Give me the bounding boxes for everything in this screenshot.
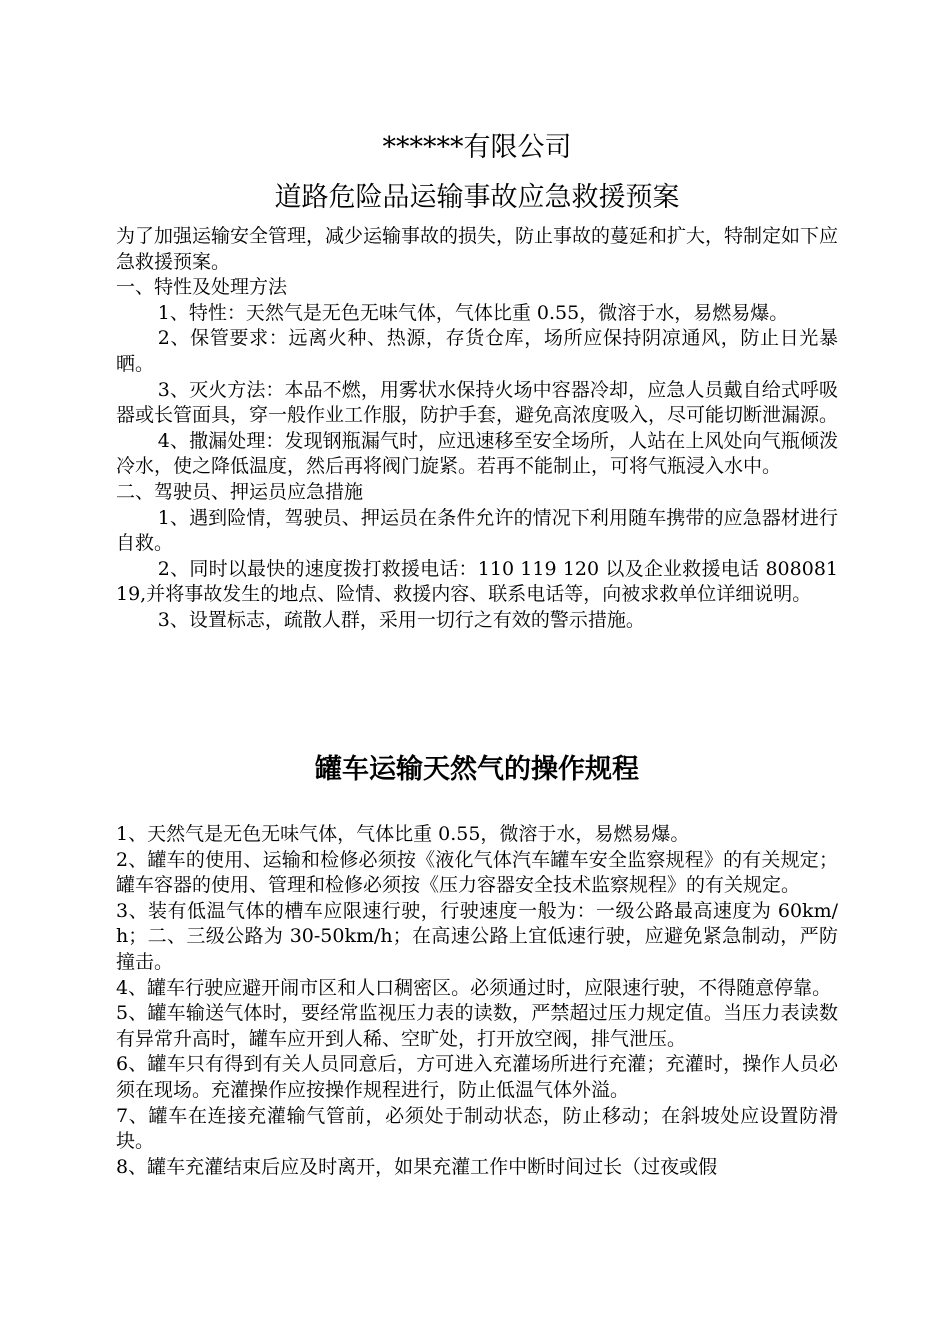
rule-item: 1、天然气是无色无味气体，气体比重 0.55，微溶于水，易燃易爆。 bbox=[116, 823, 690, 845]
part2-item: 1、遇到险情，驾驶员、押运员在条件允许的情况下利用随车携带的应急器材进行自救。 bbox=[116, 506, 838, 555]
part1-item: 3、灭火方法：本品不燃，用雾状水保持火场中容器冷却，应急人员戴自给式呼吸器或长管面具，穿一般作业工作服，防护手套，避免高浓度吸入，尽可能切断泄漏源。 bbox=[116, 378, 839, 427]
intro-paragraph: 为了加强运输安全管理，减少运输事故的损失，防止事故的蔓延和扩大，特制定如下应急救援预案。 bbox=[116, 225, 839, 273]
part1-item: 2、保管要求：远离火种、热源，存货仓库，场所应保持阴凉通风，防止日光暴晒。 bbox=[116, 327, 838, 375]
part1-item: 1、特性：天然气是无色无味气体，气体比重 0.55，微溶于水，易燃易爆。 bbox=[157, 301, 789, 324]
part2-item: 2、同时以最快的速度拨打救援电话：110 119 120 以及企业救援电话 80808119,并将事故发生的地点、险情、救援内容、联系电话等，向被求救单位详细说明。 bbox=[116, 557, 838, 606]
document-title: 道路危险品运输事故应急救援预案 bbox=[274, 182, 680, 213]
rule-item: 4、罐车行驶应避开闹市区和人口稠密区。必须通过时，应限速行驶，不得随意停靠。 bbox=[116, 976, 832, 999]
operating-rules-title: 罐车运输天然气的操作规程 bbox=[315, 754, 639, 785]
part2-item: 3、设置标志，疏散人群，采用一切行之有效的警示措施。 bbox=[157, 608, 645, 631]
rule-item: 8、罐车充灌结束后应及时离开，如果充灌工作中断时间过长（过夜或假 bbox=[116, 1155, 718, 1178]
part2-heading: 二、驾驶员、押运员应急措施 bbox=[116, 480, 364, 503]
operating-rules-section bbox=[116, 822, 838, 1180]
rule-item: 6、罐车只有得到有关人员同意后，方可进入充灌场所进行充灌；充灌时，操作人员必须在现场。充灌操作应按操作规程进行，防止低温气体外溢。 bbox=[116, 1053, 838, 1101]
part1-item: 4、撒漏处理：发现钢瓶漏气时，应迅速移至安全场所，人站在上风处向气瓶倾泼冷水，使之降低温度，然后再将阀门旋紧。若再不能制止，可将气瓶浸入水中。 bbox=[116, 429, 838, 478]
rule-item: 2、罐车的使用、运输和检修必须按《液化气体汽车罐车安全监察规程》的有关规定；罐车容器的使用、管理和检修必须按《压力容器安全技术监察规程》的有关规定。 bbox=[116, 848, 838, 897]
emergency-plan-section bbox=[116, 224, 838, 634]
rule-item: 7、罐车在连接充灌输气管前，必须处于制动状态，防止移动；在斜坡处应设置防滑块。 bbox=[116, 1104, 838, 1153]
rule-item: 5、罐车输送气体时，要经常监视压力表的读数，严禁超过压力规定值。当压力表读数有异常升高时，罐车应开到人稀、空旷处，打开放空阀，排气泄压。 bbox=[116, 1002, 838, 1050]
rule-item: 3、装有低温气体的槽车应限速行驶，行驶速度一般为：一级公路最高速度为 60km/h；二、三级公路为 30-50km/h；在高速公路上宜低速行驶，应避免紧急制动，严防撞击。 bbox=[116, 899, 838, 973]
company-name: ******有限公司 bbox=[382, 132, 572, 163]
part1-heading: 一、特性及处理方法 bbox=[116, 276, 288, 299]
